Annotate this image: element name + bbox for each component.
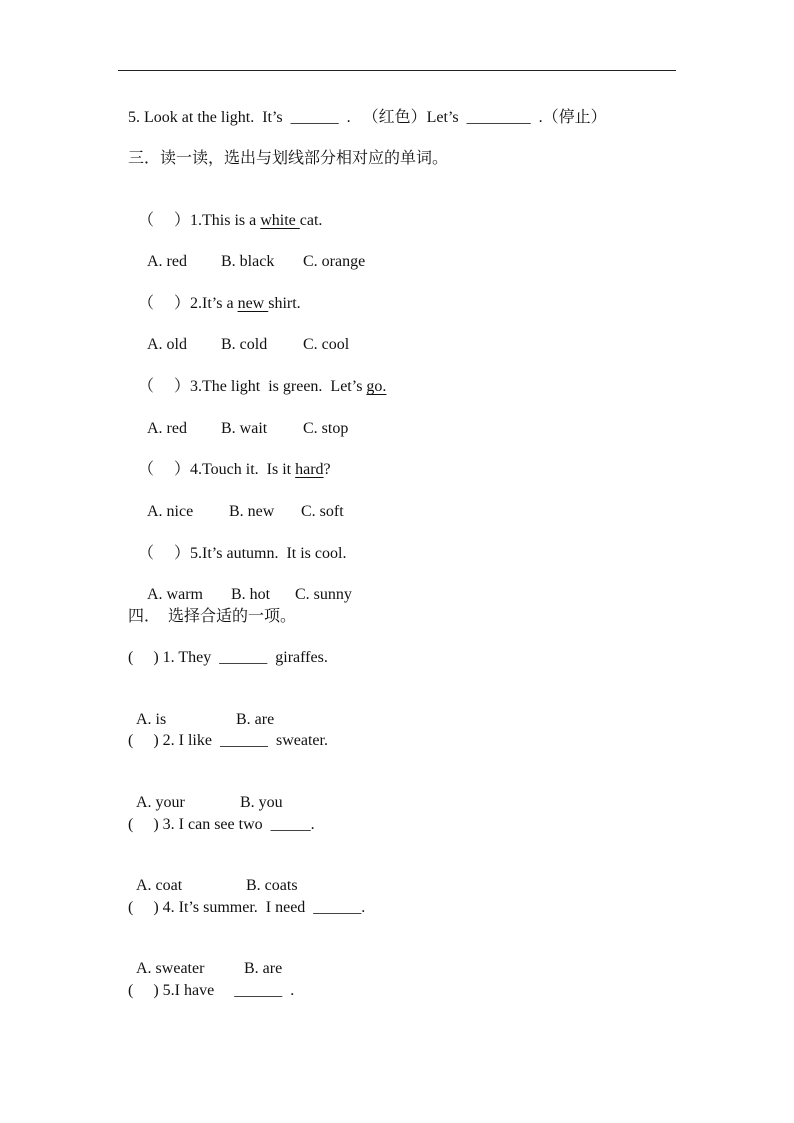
answer-paren[interactable]: （ ） (138, 378, 191, 395)
section-4-heading: 四． 选择合适的一项。 (128, 608, 297, 625)
option-a: A. your (136, 794, 185, 811)
s4-question-5: ( ) 5.I have ______ . (128, 982, 295, 999)
option-a: A. sweater (136, 960, 205, 977)
s3-options-2 (139, 315, 349, 355)
option-c: C. cool (303, 336, 350, 353)
option-b: B. black (221, 253, 275, 270)
option-b: B. cold (221, 336, 268, 353)
option-a: A. coat (136, 877, 183, 894)
option-a: A. old (147, 336, 187, 353)
s3-options-1 (139, 232, 365, 272)
header-rule (118, 70, 676, 71)
underlined-word: go. (366, 378, 387, 395)
question-5-part2: 5. Look at the light. It’s ______ . （红色）Let’s ________ .（停止） (128, 109, 607, 126)
option-a: A. red (147, 420, 187, 437)
option-c: C. sunny (295, 586, 352, 603)
s4-options-2 (128, 773, 283, 813)
s3-question-4: （ ）4.Touch it. Is it hard? (138, 461, 331, 478)
option-a: A. warm (147, 586, 203, 603)
s4-question-2: ( ) 2. I like ______ sweater. (128, 732, 328, 749)
s3-question-1: （ ）1.This is a white cat. (138, 212, 323, 229)
s3-question-5: （ ）5.It’s autumn. It is cool. (138, 545, 347, 562)
option-b: B. are (236, 711, 275, 728)
s4-question-3: ( ) 3. I can see two _____. (128, 816, 315, 833)
s3-question-3: （ ）3.The light is green. Let’s go. (138, 378, 387, 395)
option-c: C. stop (303, 420, 349, 437)
s3-options-5 (139, 565, 352, 605)
answer-paren[interactable]: （ ） (138, 545, 191, 562)
section-3-heading: 三．读一读，选出与划线部分相对应的单词。 (128, 150, 449, 167)
option-c: C. orange (303, 253, 366, 270)
option-b: B. hot (231, 586, 271, 603)
option-b: B. you (240, 794, 283, 811)
option-b: B. wait (221, 420, 268, 437)
option-b: B. coats (246, 877, 298, 894)
s4-options-1 (128, 690, 274, 730)
option-b: B. new (229, 503, 275, 520)
option-a: A. red (147, 253, 187, 270)
answer-paren[interactable]: （ ） (138, 212, 191, 229)
option-a: A. nice (147, 503, 194, 520)
answer-paren[interactable]: （ ） (138, 295, 191, 312)
s3-options-3 (139, 399, 348, 439)
s4-question-1: ( ) 1. They ______ giraffes. (128, 649, 328, 666)
option-a: A. is (136, 711, 167, 728)
underlined-word: new (237, 295, 269, 312)
s3-options-4 (139, 482, 344, 522)
option-c: C. soft (301, 503, 344, 520)
s4-question-4: ( ) 4. It’s summer. I need ______. (128, 899, 366, 916)
s4-options-4 (128, 939, 282, 979)
s3-question-2: （ ）2.It’s a new shirt. (138, 295, 301, 312)
option-b: B. are (244, 960, 283, 977)
answer-paren[interactable]: （ ） (138, 461, 191, 478)
underlined-word: hard (295, 461, 324, 478)
s4-options-3 (128, 856, 298, 896)
underlined-word: white (260, 212, 300, 229)
